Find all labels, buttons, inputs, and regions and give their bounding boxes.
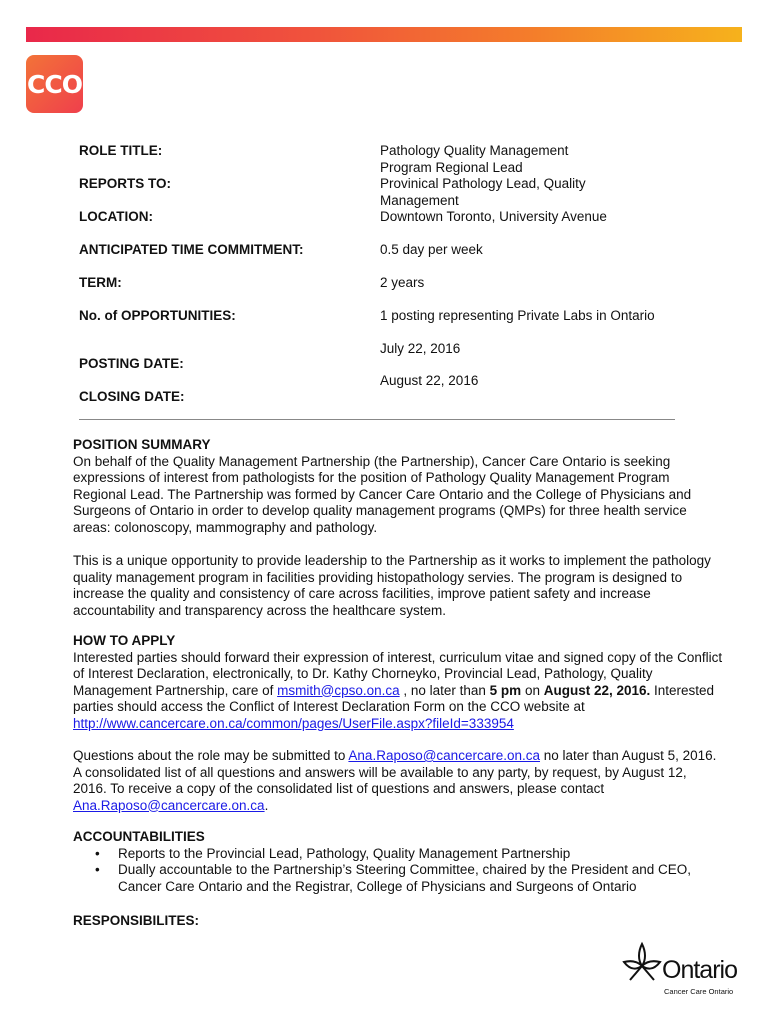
term-value: 2 years — [380, 275, 425, 290]
opportunities-value: 1 posting representing Private Labs in Ontario — [380, 308, 655, 323]
how-to-apply-paragraph-2: Questions about the role may be submitted to Ana.Raposo@cancercare.on.ca no later than August 5, 2016. A consolidated list of all questions and answers will be available to any party, by request, by August 12, 2016. To receive a copy of the consolidated list of questions and answers, please contact Ana.Raposo@cancercare.on.ca. — [73, 748, 717, 813]
bullet-icon: • — [95, 862, 100, 877]
trillium-icon — [620, 940, 664, 986]
closing-date-label: CLOSING DATE: — [79, 389, 185, 404]
posting-date-label: POSTING DATE: — [79, 356, 184, 371]
opportunities-label: No. of OPPORTUNITIES: — [79, 308, 236, 323]
reports-to-label: REPORTS TO: — [79, 176, 172, 191]
bullet-icon: • — [95, 845, 100, 861]
role-title-value: Pathology Quality Management Program Regional Lead — [380, 143, 569, 175]
email-link-raposo-2[interactable]: Ana.Raposo@cancercare.on.ca — [73, 797, 265, 813]
email-link-msmith[interactable]: msmith@cpso.on.ca — [277, 682, 400, 698]
ontario-wordmark: Ontario — [662, 956, 737, 984]
email-link-raposo[interactable]: Ana.Raposo@cancercare.on.ca — [348, 748, 540, 763]
conflict-form-link[interactable]: http://www.cancercare.on.ca/common/pages/UserFile.aspx?fileId=333954 — [73, 715, 514, 731]
location-value: Downtown Toronto, University Avenue — [380, 209, 607, 224]
term-label: TERM: — [79, 275, 122, 290]
cco-logo: CCO — [26, 55, 83, 113]
time-commitment-value: 0.5 day per week — [380, 242, 483, 257]
divider — [79, 419, 675, 420]
position-summary-heading: POSITION SUMMARY — [73, 437, 211, 452]
position-summary-paragraph-1: On behalf of the Quality Management Partnership (the Partnership), Cancer Care Ontario is seeking expressions of interest from pathologists for the position of Pathology Quality Management Program Regional Lead. The Partnership was formed by Cancer Care Ontario and the College of Physicians and Surgeons of Ontario in order to develop quality management programs (QMPs) for three health service areas: colonoscopy, mammography and pathology. — [73, 453, 692, 535]
posting-date-value: July 22, 2016 — [380, 341, 461, 356]
location-label: LOCATION: — [79, 209, 153, 224]
how-to-apply-paragraph-1: Interested parties should forward their expression of interest, curriculum vitae and signed copy of the Conflict of Interest Declaration, electronically, to Dr. Kathy Chorneyko, Provincial Lead, Pathology, Quality Management Partnership, care of msmith@cpso.on.ca , no later than 5 pm on August 22, 2016. Interested parties should access the Conflict of Interest Declaration Form on the CCO website at http://www.cancercare.on.ca/common/pages/UserFile.aspx?fileId=333954 — [73, 649, 723, 731]
list-item: • Dually accountable to the Partnership’s Steering Committee, chaired by the President and CEO, Cancer Care Ontario and the Registrar, College of Physicians and Surgeons of Ontario — [95, 862, 692, 894]
responsibilities-heading: RESPONSIBILITES: — [73, 913, 200, 928]
brand-color-bar — [26, 27, 742, 42]
accountabilities-heading: ACCOUNTABILITIES — [73, 829, 205, 844]
ontario-subtitle: Cancer Care Ontario — [664, 987, 734, 996]
time-commitment-label: ANTICIPATED TIME COMMITMENT: — [79, 242, 304, 257]
position-summary-paragraph-2: This is a unique opportunity to provide leadership to the Partnership as it works to implement the pathology quality management program in facilities providing histopathology servies. The program is designed to increase the quality and consistency of care across facilities, improve patient safety and increase accountability and transparency across the healthcare system. — [73, 553, 711, 618]
list-item: • Reports to the Provincial Lead, Pathology, Quality Management Partnership — [95, 845, 571, 861]
position-summary-section — [73, 437, 723, 536]
closing-date-value: August 22, 2016 — [380, 373, 479, 388]
how-to-apply-section — [73, 633, 723, 732]
accountabilities-section — [73, 829, 723, 895]
role-title-label: ROLE TITLE: — [79, 143, 163, 158]
how-to-apply-heading: HOW TO APPLY — [73, 633, 176, 648]
accountabilities-list — [73, 846, 723, 896]
ontario-logo — [620, 940, 745, 1000]
reports-to-value: Provinical Pathology Lead, Quality Management — [380, 176, 586, 208]
